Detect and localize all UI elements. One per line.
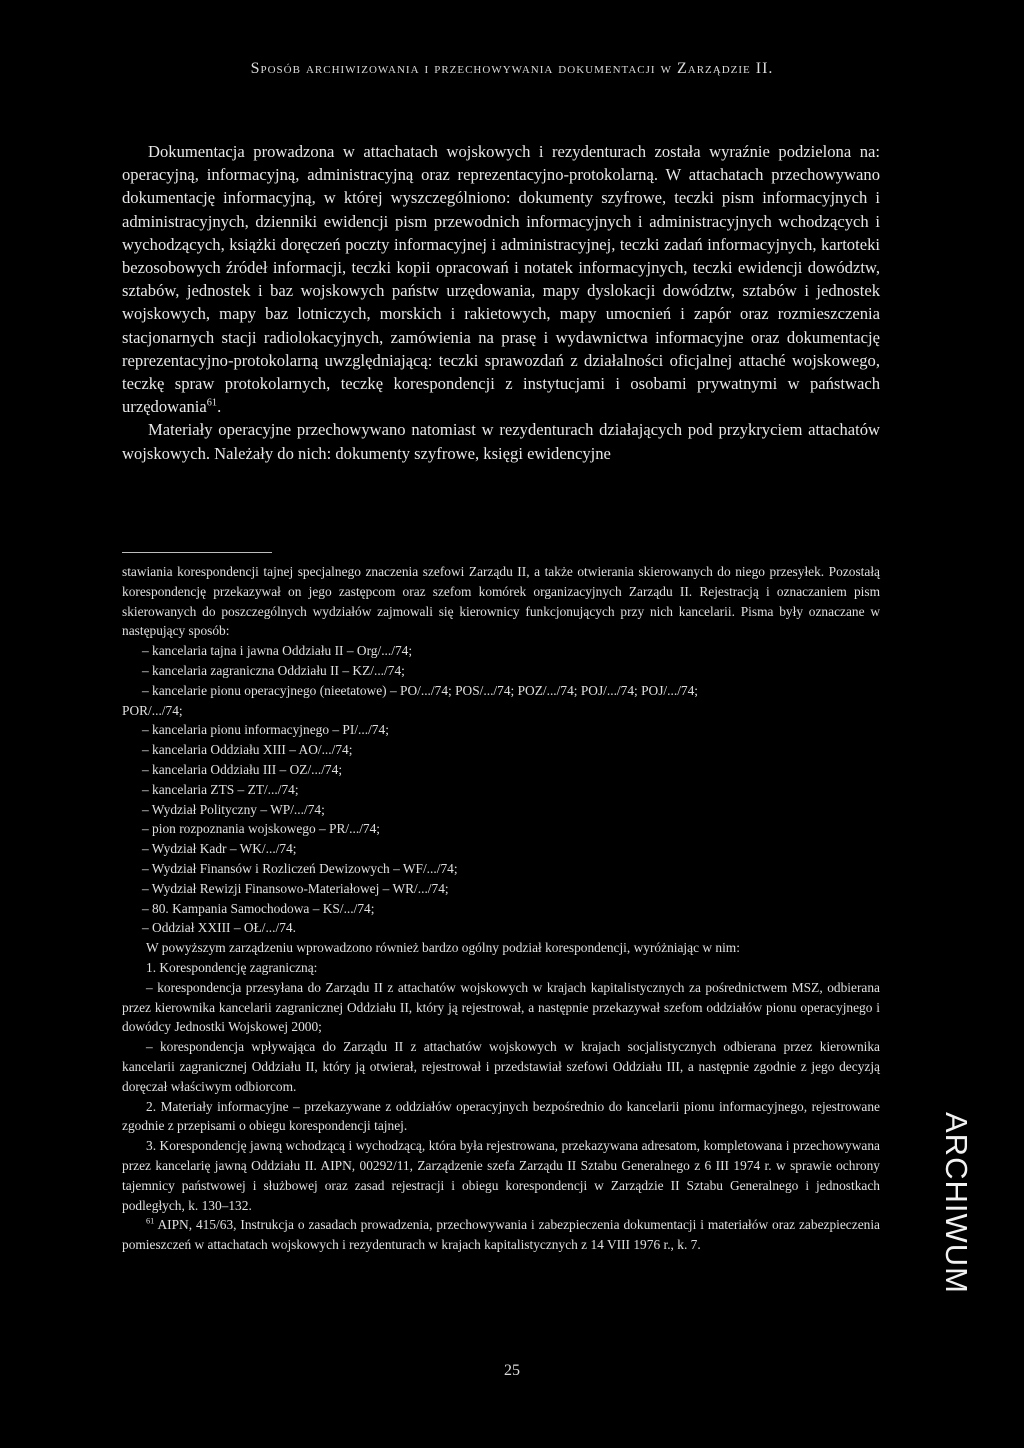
list-item: – 80. Kampania Samochodowa – KS/.../74; bbox=[142, 900, 375, 916]
list-item: – kancelaria Oddziału III – OZ/.../74; bbox=[142, 761, 343, 777]
body-paragraph: Materiały operacyjne przechowywano natomiast w rezydenturach działających pod przykryciem attachatów wojskowych. Należały do nich: dokumenty szyfrowe, księgi ewidencyjne bbox=[122, 420, 880, 463]
footnote-paragraph: – korespondencja przesyłana do Zarządu II z attachatów wojskowych w krajach kapitalistycznych za pośrednictwem MSZ, odbierana przez kierownika kancelarii zagranicznej Oddziału II, który ją rejestrował, a następnie przekazywał szefom oddziałów pionu operacyjnego i dowódcy Jednostki Wojskowej 2000; bbox=[122, 979, 880, 1035]
list-item: – kancelarie pionu operacyjnego (nieetatowe) – PO/.../74; POS/.../74; POZ/.../74; POJ/.../74; POJ/.../74; bbox=[142, 682, 699, 698]
list-item: – kancelaria zagraniczna Oddziału II – KZ/.../74; bbox=[142, 662, 405, 678]
page-number: 25 bbox=[504, 1362, 520, 1379]
footnote-paragraph: 2. Materiały informacyjne – przekazywane z oddziałów operacyjnych bezpośrednio do kancelarii pionu informacyjnego, rejestrowane zgodnie z przepisami o obiegu korespondencji tajnej. bbox=[122, 1098, 880, 1134]
main-body-text bbox=[122, 140, 880, 465]
footnotes bbox=[122, 562, 880, 1255]
running-header: Sposób archiwizowania i przechowywania dokumentacji w Zarządzie II. bbox=[250, 60, 774, 77]
list-item: – pion rozpoznania wojskowego – PR/.../74; bbox=[142, 821, 381, 837]
sentence-end: . bbox=[217, 397, 222, 417]
list-item: – kancelaria tajna i jawna Oddziału II – Org/.../74; bbox=[142, 643, 413, 659]
footnote-61 bbox=[122, 1215, 880, 1255]
footnote-paragraph: 3. Korespondencję jawną wchodzącą i wychodzącą, która była rejestrowana, przekazywana adresatom, kompletowana i przechowywana przez kancelarię jawną Oddziału II. AIPN, 00292/11, Zarządzenie szefa Zarządu II Sztabu Generalnego z 6 III 1974 r. w sprawie ochrony tajemnicy państwowej i służbowej oraz zasad rejestracji i obiegu korespondencji w Zarządzie II Sztabu Generalnego i jednostkach podległych, k. 130–132. bbox=[122, 1138, 880, 1213]
list-item: – Wydział Kadr – WK/.../74; bbox=[142, 841, 297, 857]
footnote-61-text: AIPN, 415/63, Instrukcja o zasadach prowadzenia, przechowywania i zabezpieczenia dokumentacji i materiałów oraz zabezpieczenia pomieszczeń w attachatach wojskowych i rezydenturach w krajach kapitalistycznych z 14 VIII 1976 r., k. 7. bbox=[122, 1217, 880, 1253]
footnote-paragraph: – korespondencja wpływająca do Zarządu II z attachatów wojskowych w krajach socjalistycznych odbierana przez kierownika kancelarii zagranicznej Oddziału II, który ją otwierał, rejestrował i przedstawiał szefowi Oddziału III, a następnie zgodnie z jego decyzją doręczał właściwym odbiorcom. bbox=[122, 1039, 880, 1094]
footnote-paragraph: 1. Korespondencję zagraniczną: bbox=[146, 959, 318, 975]
list-item: – kancelaria pionu informacyjnego – PI/.../74; bbox=[142, 722, 389, 738]
list-item: – kancelaria ZTS – ZT/.../74; bbox=[142, 781, 299, 797]
body-paragraph-text: Dokumentacja prowadzona w attachatach wojskowych i rezydenturach została wyraźnie podzielona na: operacyjną, informacyjną, administracyjną oraz reprezentacyjno-protokolarną. W attachatach przechowywano dokumentację informacyjną, w której wyszczególniono: dokumenty szyfrowe, teczki pism informacyjnych i administracyjnych, dzienniki ewidencji pism przewodnich informacyjnych i administracyjnych wchodzących i wychodzących, książki doręczeń poczty informacyjnej i administracyjnej, teczki zadań informacyjnych, kartoteki bezosobowych źródeł informacji, teczki kopii opracowań i notatek informacyjnych, teczki ewidencji dowództw, sztabów, jednostek i baz wojskowych państw urzędowania, mapy dyslokacji dowództw, sztabów i jednostek wojskowych, mapy baz lotniczych, morskich i rakietowych, mapy umocnień i zapór oraz rozmieszczenia stacjonarnych stacji radiolokacyjnych, zamówienia na prasę i wydawnictwa informacyjne oraz dokumentację reprezentacyjno-protokolarną uwzględniającą: teczki sprawozdań z działalności oficjalnej attaché wojskowego, teczkę spraw protokolarnych, teczkę korespondencji z instytucjami i osobami prywatnymi w państwach urzędowania bbox=[122, 142, 880, 417]
list-item: – Wydział Rewizji Finansowo-Materiałowej – WR/.../74; bbox=[142, 880, 449, 896]
list-item: – Wydział Finansów i Rozliczeń Dewizowych – WF/.../74; bbox=[142, 860, 458, 876]
footnote-separator bbox=[122, 552, 272, 553]
body-paragraph bbox=[122, 140, 880, 418]
archive-side-label: ARCHIWUM bbox=[939, 1111, 974, 1294]
list-item: – Wydział Polityczny – WP/.../74; bbox=[142, 801, 325, 817]
footnote-continuation: stawiania korespondencji tajnej specjalnego znaczenia szefowi Zarządu II, a także otwierania skierowanych do niego przesyłek. Pozostałą korespondencję przekazywał on jego zastępcom oraz szefom komórek organizacyjnych Zarządu II. Rejestracją i oznaczaniem pism skierowanych do poszczególnych wydziałów zajmowali się kierownicy funkcjonujących przy nich kancelarii. Pisma były oznaczane w następujący sposób: bbox=[122, 564, 880, 639]
footnote-paragraph: W powyższym zarządzeniu wprowadzono również bardzo ogólny podział korespondencji, wyróżniając w nim: bbox=[146, 940, 740, 956]
list-item-wrap: POR/.../74; bbox=[122, 702, 183, 718]
footnote-reference: 61 bbox=[206, 397, 218, 409]
footnote-number: 61 bbox=[146, 1216, 155, 1226]
list-item: – kancelaria Oddziału XIII – AO/.../74; bbox=[142, 742, 353, 758]
list-item: – Oddział XXIII – OŁ/.../74. bbox=[142, 920, 296, 936]
